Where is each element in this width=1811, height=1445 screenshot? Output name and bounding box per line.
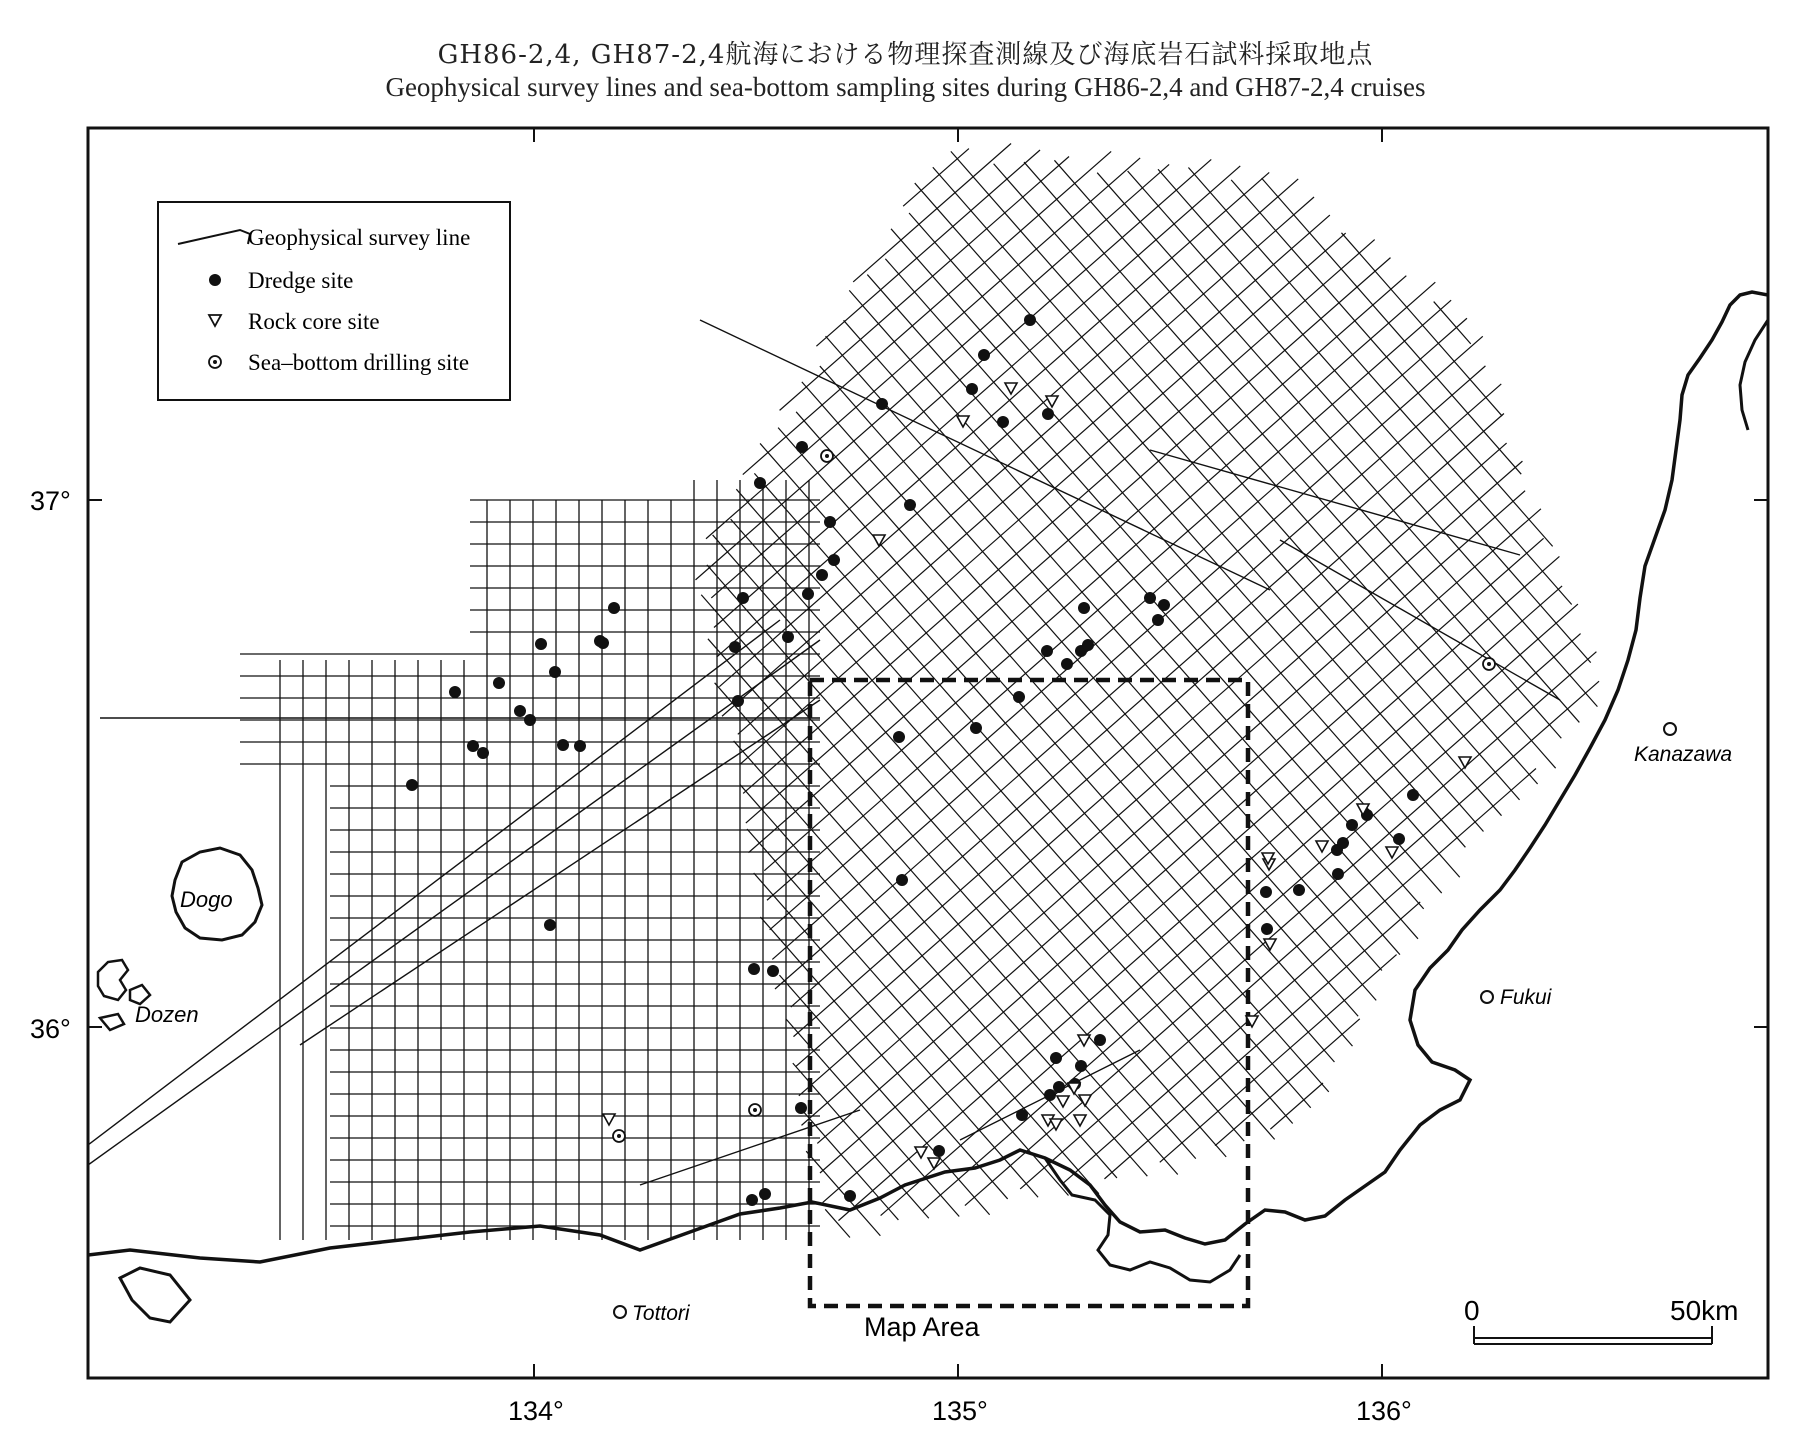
map-area-rectangle — [810, 680, 1248, 1306]
survey-line — [793, 414, 1503, 1037]
survey-line — [1160, 955, 1397, 1163]
dredge-site — [544, 919, 556, 931]
survey-line — [801, 491, 1525, 1126]
dredge-site — [1346, 819, 1358, 831]
lat-label-36: 36° — [30, 1014, 71, 1044]
dredge-site — [557, 739, 569, 751]
survey-line — [747, 829, 1068, 1196]
dredge-site — [732, 695, 744, 707]
legend-dredge: Dredge site — [248, 268, 354, 293]
drilling-site — [821, 450, 833, 462]
dredge-site — [1260, 886, 1272, 898]
dredge-site — [477, 747, 489, 759]
scale-end: 50km — [1670, 1295, 1739, 1326]
dredge-site — [1261, 923, 1273, 935]
rock-core-site — [928, 1158, 940, 1169]
label-kanazawa: Kanazawa — [1634, 743, 1733, 766]
survey-line — [695, 164, 1169, 579]
dredge-site — [493, 677, 505, 689]
survey-line — [923, 634, 1581, 1211]
dredge-site — [795, 1102, 807, 1114]
survey-line — [778, 428, 1334, 1062]
dredge-site — [514, 705, 526, 717]
survey-line — [1054, 160, 1561, 738]
legend-survey-line: Geophysical survey line — [248, 225, 471, 250]
survey-line — [722, 197, 1314, 716]
survey-line — [1262, 178, 1522, 474]
dredge-site — [1078, 602, 1090, 614]
survey-line — [844, 320, 1400, 954]
dredge-site — [406, 779, 418, 791]
dredge-site — [1053, 1081, 1065, 1093]
coastline-wakasa — [1045, 1158, 1240, 1282]
dredge-site — [1158, 599, 1170, 611]
map-title-japanese: GH86-2,4, GH87-2,4航海における物理探査測線及び海底岩石試料採取地点 — [437, 40, 1374, 70]
dredge-site — [1024, 314, 1036, 326]
peninsula-west — [120, 1268, 190, 1322]
survey-line — [867, 275, 1423, 909]
dredge-site — [1337, 837, 1349, 849]
dredge-site — [1144, 592, 1156, 604]
survey-line — [885, 259, 1441, 893]
dredge-site — [893, 731, 905, 743]
dredge-site — [796, 441, 808, 453]
survey-line — [706, 158, 1140, 539]
survey-line — [738, 215, 1330, 734]
dredge-site — [978, 349, 990, 361]
label-tottori: Tottori — [632, 1302, 690, 1325]
survey-line — [817, 509, 1541, 1144]
dredge-site — [524, 714, 536, 726]
dredge-site — [759, 1188, 771, 1200]
kanazawa-marker — [1664, 723, 1676, 735]
dredge-site — [449, 686, 461, 698]
dredge-site — [535, 638, 547, 650]
survey-line — [764, 282, 1435, 871]
dredge-site — [467, 740, 479, 752]
dredge-site — [549, 666, 561, 678]
dredge-site — [1152, 614, 1164, 626]
survey-line — [1128, 171, 1598, 707]
dredge-site — [1013, 691, 1025, 703]
survey-line — [816, 150, 1040, 346]
survey-line — [1434, 302, 1471, 344]
survey-line — [719, 179, 1298, 687]
survey-line — [1062, 769, 1536, 1184]
dredge-site — [737, 592, 749, 604]
dredge-site — [1050, 1052, 1062, 1064]
drilling-site — [749, 1104, 761, 1116]
dredge-site — [816, 569, 828, 581]
survey-line — [714, 166, 1240, 628]
dredge-site — [597, 637, 609, 649]
dredge-site — [802, 588, 814, 600]
legend — [158, 202, 510, 400]
survey-line — [743, 240, 1375, 794]
survey-line — [754, 873, 1038, 1197]
dredge-site — [1082, 639, 1094, 651]
survey-line — [772, 336, 1482, 959]
survey-line — [743, 151, 1111, 474]
label-dozen: Dozen — [135, 1002, 199, 1027]
survey-line — [754, 473, 1310, 1107]
dredge-site — [1332, 868, 1344, 880]
map-title-english: Geophysical survey lines and sea-bottom sampling sites during GH86-2,4 and GH87-2,4 cruises — [385, 72, 1426, 102]
survey-line — [711, 159, 1211, 597]
coastline-noto — [1740, 320, 1768, 430]
dredge-site — [970, 722, 982, 734]
drilling-site — [1483, 658, 1495, 670]
dredge-site — [1041, 645, 1053, 657]
rock-core-site — [1264, 939, 1276, 950]
label-fukui: Fukui — [1500, 986, 1552, 1009]
dredge-site — [1044, 1089, 1056, 1101]
dredge-site — [754, 477, 766, 489]
survey-line — [1231, 180, 1552, 547]
survey-line — [775, 366, 1485, 989]
rock-core-site — [603, 1114, 615, 1125]
drilling-site — [613, 1130, 625, 1142]
lon-label-134: 134° — [508, 1396, 564, 1426]
dredge-site — [608, 602, 620, 614]
survey-grid-northeast — [695, 143, 1599, 1237]
survey-line — [1020, 681, 1599, 1189]
survey-line — [791, 384, 1501, 1007]
tottori-marker — [614, 1306, 626, 1318]
survey-line — [796, 443, 1506, 1066]
dredge-site — [1075, 1060, 1087, 1072]
survey-transect — [300, 700, 820, 1045]
rock-core-site — [1386, 847, 1398, 858]
dredge-site — [767, 965, 779, 977]
legend-drilling: Sea–bottom drilling site — [248, 350, 470, 375]
survey-line — [796, 412, 1352, 1046]
survey-line — [707, 565, 1226, 1157]
drilling-sites — [613, 450, 1495, 1142]
dredge-site — [729, 641, 741, 653]
dredge-site — [876, 398, 888, 410]
dredge-site — [896, 874, 908, 886]
rock-core-site — [1046, 396, 1058, 407]
dredge-site — [904, 499, 916, 511]
dredge-site — [997, 416, 1009, 428]
dredge-site — [824, 516, 836, 528]
survey-transect — [640, 1110, 860, 1185]
survey-line — [853, 143, 1011, 281]
rock-core-site — [1050, 1119, 1062, 1130]
survey-line — [826, 336, 1382, 970]
dredge-site — [748, 963, 760, 975]
scale-start: 0 — [1464, 1295, 1480, 1326]
survey-line — [1097, 173, 1579, 723]
dredge-site — [1061, 658, 1073, 670]
lat-label-37: 37° — [30, 486, 71, 516]
dredge-site — [746, 1194, 758, 1206]
dredge-site — [844, 1190, 856, 1202]
dredge-site — [782, 631, 794, 643]
survey-line — [994, 164, 1538, 784]
survey-line — [767, 300, 1451, 900]
dredge-site — [966, 383, 978, 395]
dredge-site — [574, 740, 586, 752]
rock-core-site — [1057, 1096, 1069, 1107]
legend-rock-core: Rock core site — [248, 309, 380, 334]
dredge-site — [1016, 1109, 1028, 1121]
survey-line — [760, 917, 1007, 1199]
lon-label-135: 135° — [932, 1396, 988, 1426]
dredge-site — [1393, 833, 1405, 845]
dredge-site — [1293, 884, 1305, 896]
dredge-site — [828, 554, 840, 566]
map-area-label: Map Area — [864, 1312, 980, 1342]
survey-line — [1158, 169, 1591, 662]
dredge-site — [1407, 789, 1419, 801]
rock-core-site — [1074, 1115, 1086, 1126]
survey-line — [1188, 168, 1571, 605]
label-dogo: Dogo — [180, 887, 233, 912]
survey-line — [786, 1019, 959, 1216]
rock-core-site — [873, 535, 885, 546]
survey-line — [746, 258, 1391, 823]
survey-line — [748, 276, 1406, 853]
dredge-site — [933, 1145, 945, 1157]
survey-transect — [1280, 540, 1560, 700]
survey-line — [1341, 233, 1502, 416]
survey-line — [1215, 1019, 1360, 1146]
rock-core-site — [1316, 841, 1328, 852]
fukui-marker — [1481, 991, 1493, 1003]
survey-long-lines — [88, 320, 1560, 1185]
dredge-site — [1042, 408, 1054, 420]
dredge-site — [1094, 1034, 1106, 1046]
filled-circle-icon — [209, 274, 221, 286]
rock-core-site — [1005, 383, 1017, 394]
lon-label-136: 136° — [1356, 1396, 1412, 1426]
scale-bar — [1464, 1295, 1738, 1344]
